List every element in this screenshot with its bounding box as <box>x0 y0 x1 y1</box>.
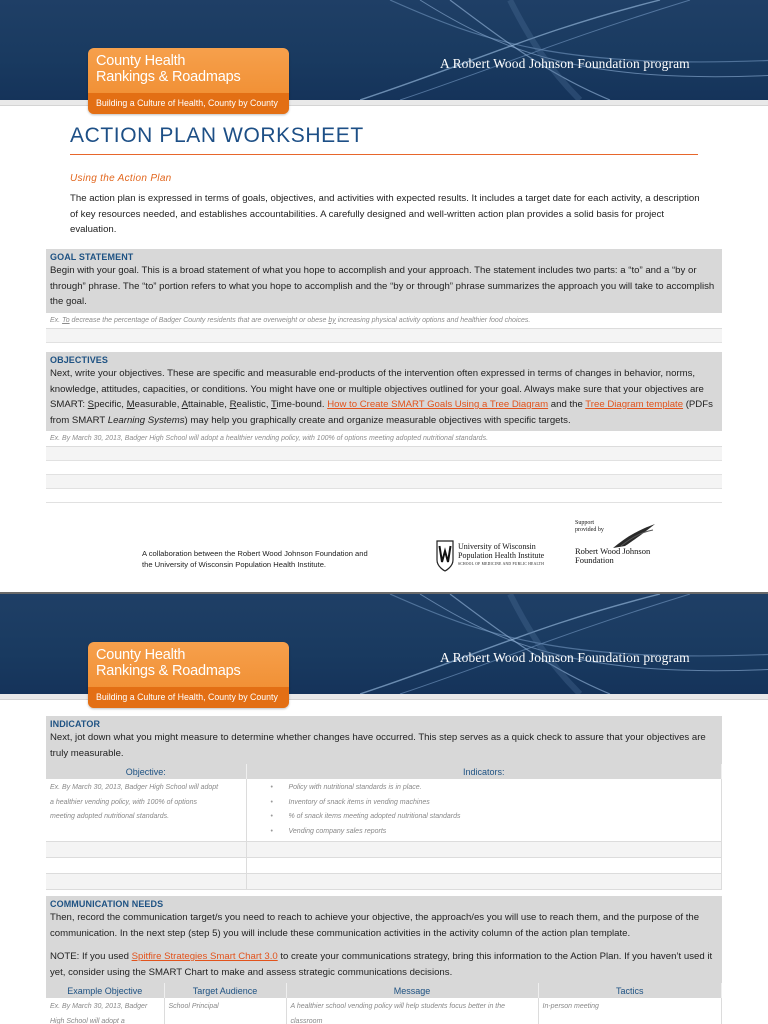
indicator-item: • Inventory of snack items in vending machines <box>271 796 718 811</box>
objectives-and: and the <box>548 399 586 410</box>
uw-line-3: SCHOOL OF MEDICINE AND PUBLIC HEALTH <box>458 562 545 567</box>
tree-diagram-template-link[interactable]: Tree Diagram template <box>585 399 684 410</box>
target-audience-cell[interactable]: School Principal <box>164 998 286 1024</box>
indicator-table <box>46 764 722 890</box>
collab-line-1: A collaboration between the Robert Wood Johnson Foundation and <box>142 549 368 558</box>
note-text-a: NOTE: If you used <box>50 951 132 962</box>
indicator-section <box>46 716 722 890</box>
message-header: Message <box>286 983 538 998</box>
goal-example-prefix: Ex. <box>50 316 63 324</box>
objective-entry-row[interactable] <box>46 447 722 461</box>
objective-entry-row[interactable] <box>46 475 722 489</box>
objective-entry-row[interactable] <box>46 461 722 475</box>
smart-t-rest: ime-bound. <box>276 399 328 410</box>
objective-entry-row[interactable] <box>46 489 722 503</box>
goal-example-to: To <box>62 316 70 324</box>
worksheet-page-2 <box>0 594 768 1024</box>
objective-column-header: Objective: <box>46 764 246 779</box>
indicator-entry-row[interactable] <box>46 842 722 858</box>
logo-line-2: Rankings & Roadmaps <box>96 68 241 85</box>
using-action-plan-heading: Using the Action Plan <box>70 173 172 184</box>
note-text-b: to create your communications strategy, bring this information to the Action Plan. If you haven’t used it yet, consider using the SMART Chart to make and assess strategic communications decisions. <box>50 951 713 978</box>
smart-t: T <box>271 399 277 410</box>
example-objective-cell[interactable]: Ex. By March 30, 2013, Badger High School will adopt a <box>46 998 164 1024</box>
objectives-instructions <box>50 366 718 431</box>
objectives-header <box>46 352 722 431</box>
collab-line-2: the University of Wisconsin Population Health Institute. <box>142 560 327 569</box>
goal-entry-row[interactable] <box>46 329 722 343</box>
uw-logo-text <box>458 543 544 569</box>
goal-statement-section <box>46 249 722 343</box>
target-audience-header: Target Audience <box>164 983 286 998</box>
logo-tagline: Building a Culture of Health, County by County <box>88 687 289 708</box>
spitfire-smart-chart-link[interactable]: Spitfire Strategies Smart Chart 3.0 <box>131 951 278 962</box>
chrr-logo <box>88 642 289 708</box>
title-divider <box>70 154 698 155</box>
collaboration-note <box>142 548 368 570</box>
indicator-entry-row[interactable] <box>46 874 722 890</box>
indicator-label: INDICATOR <box>50 719 101 729</box>
communication-note <box>50 944 718 983</box>
communication-instructions: Then, record the communication target/s you need to reach to achieve your objective, the approach/es you will use to reach them, and the purpose of the communication. In the next step (step 5) you will include these communication activities in the activity column of the action plan template. <box>50 912 700 939</box>
communication-header <box>46 896 722 983</box>
learning-systems-text: Learning Systems <box>107 414 185 426</box>
indicator-entry-row[interactable] <box>46 858 722 874</box>
tactics-header: Tactics <box>538 983 722 998</box>
goal-example-end: increasing physical activity options and healthier food choices. <box>335 316 531 324</box>
logo-tagline: Building a Culture of Health, County by County <box>88 93 289 114</box>
indicators-list <box>251 781 718 839</box>
smart-a: A <box>181 399 188 410</box>
program-label: A Robert Wood Johnson Foundation program <box>440 650 690 665</box>
objectives-label: OBJECTIVES <box>50 355 109 365</box>
logo-line-1: County Health <box>96 647 186 663</box>
objective-entry-cell[interactable] <box>46 874 246 890</box>
goal-statement-instructions: Begin with your goal. This is a broad statement of what you hope to accomplish and your approach. The statement includes two parts: a “to” and a “by or through” phrase. The “to” portion refers to what you hope to accomplish and the “by or through” phrase summarizes the approach you will take to accomplish the goal. <box>50 265 715 307</box>
objectives-example-field[interactable]: Ex. By March 30, 2013, Badger High School will adopt a healthier vending policy, with 100% of options meeting adopted nutritional standards. <box>46 431 722 447</box>
rwjf-bird-icon <box>611 522 657 550</box>
program-label: A Robert Wood Johnson Foundation program <box>440 56 690 71</box>
goal-example-field[interactable] <box>46 313 722 329</box>
smart-s-rest: pecific, <box>94 399 127 410</box>
indicators-column-header: Indicators: <box>246 764 722 779</box>
indicator-instructions: Next, jot down what you might measure to determine whether changes have occurred. This step serves as a quick check to assure that your objectives are truly measurable. <box>50 732 706 759</box>
chrr-logo <box>88 48 289 114</box>
rwjf-line-2: Foundation <box>575 555 614 565</box>
smart-m-rest: easurable, <box>134 399 182 410</box>
goal-statement-label: GOAL STATEMENT <box>50 252 134 262</box>
smart-r: R <box>229 399 237 410</box>
objective-entry-cell[interactable] <box>46 858 246 874</box>
communication-label: COMMUNICATION NEEDS <box>50 899 164 909</box>
smart-a-rest: ttainable, <box>187 399 230 410</box>
uw-line-1: University of Wisconsin <box>458 542 536 552</box>
objectives-text-1: Next, write your objectives. These are specific and measurable end-products of the intervention often expressed in terms of changes in behavior, norms, knowledge, attitudes, capacities, or conditions. You might have one or multiple objectives outlined for your goal. Always make sure that your objectives are SMART: <box>50 368 704 410</box>
smart-r-rest: ealistic, <box>236 399 271 410</box>
indicators-entry-cell[interactable] <box>246 858 722 874</box>
indicator-item: • % of snack items meeting adopted nutritional standards <box>271 810 718 825</box>
smart-s: S <box>87 399 95 410</box>
goal-example-by: by <box>328 316 336 324</box>
objective-example-line: meeting adopted nutritional standards. <box>50 813 170 820</box>
objectives-section <box>46 352 722 503</box>
banner-swoosh-graphic <box>360 0 768 100</box>
smart-m: M <box>126 399 135 410</box>
goal-statement-header <box>46 249 722 313</box>
page-title: ACTION PLAN WORKSHEET <box>70 124 364 147</box>
objective-entry-cell[interactable] <box>46 842 246 858</box>
indicator-item: • Policy with nutritional standards is in place. <box>271 781 718 796</box>
logo-line-1: County Health <box>96 53 186 69</box>
communication-needs-section <box>46 896 722 1024</box>
objective-example-cell[interactable] <box>46 779 246 842</box>
uw-crest-icon <box>436 540 454 572</box>
objective-example-line: a healthier vending policy, with 100% of options <box>50 798 197 806</box>
objective-example-line: Ex. By March 30, 2013, Badger High School will adopt <box>50 784 219 791</box>
intro-paragraph: The action plan is expressed in terms of goals, objectives, and activities with expected results. It includes a target date for each activity, a description of key resources needed, and establishes accountabilities. A carefully designed and well-written action plan provides a solid basis for project evaluation. <box>70 193 700 235</box>
example-objective-header: Example Objective <box>46 983 164 998</box>
uw-population-health-logo <box>436 540 544 572</box>
goal-example-middle: decrease the percentage of Badger County residents that are overweight or obese <box>69 316 329 324</box>
indicators-entry-cell[interactable] <box>246 874 722 890</box>
objectives-text-2c: ) may help you graphically create and organize measurable objectives with specific targets. <box>184 414 571 426</box>
logo-line-2: Rankings & Roadmaps <box>96 662 241 679</box>
support-line-1: Support <box>575 520 595 526</box>
indicator-item: • Vending company sales reports <box>271 825 718 840</box>
rwjf-logo <box>575 520 650 565</box>
rwjf-line-1: Robert Wood Johnson <box>575 546 651 556</box>
tactics-cell[interactable]: In-person meeting <box>538 998 722 1024</box>
uw-line-2: Population Health Institute <box>458 550 545 560</box>
objectives-text-2a: (PDFs from SMART <box>50 399 713 426</box>
indicators-example-cell[interactable] <box>246 779 722 842</box>
communication-table <box>46 983 722 1024</box>
indicator-header <box>46 716 722 764</box>
banner-swoosh-graphic <box>360 594 768 694</box>
smart-goals-tree-link[interactable]: How to Create SMART Goals Using a Tree Diagram <box>327 399 549 410</box>
indicators-entry-cell[interactable] <box>246 842 722 858</box>
support-line-2: provided by <box>575 526 604 533</box>
message-cell[interactable]: A healthier school vending policy will help students focus better in the classroom <box>286 998 538 1024</box>
